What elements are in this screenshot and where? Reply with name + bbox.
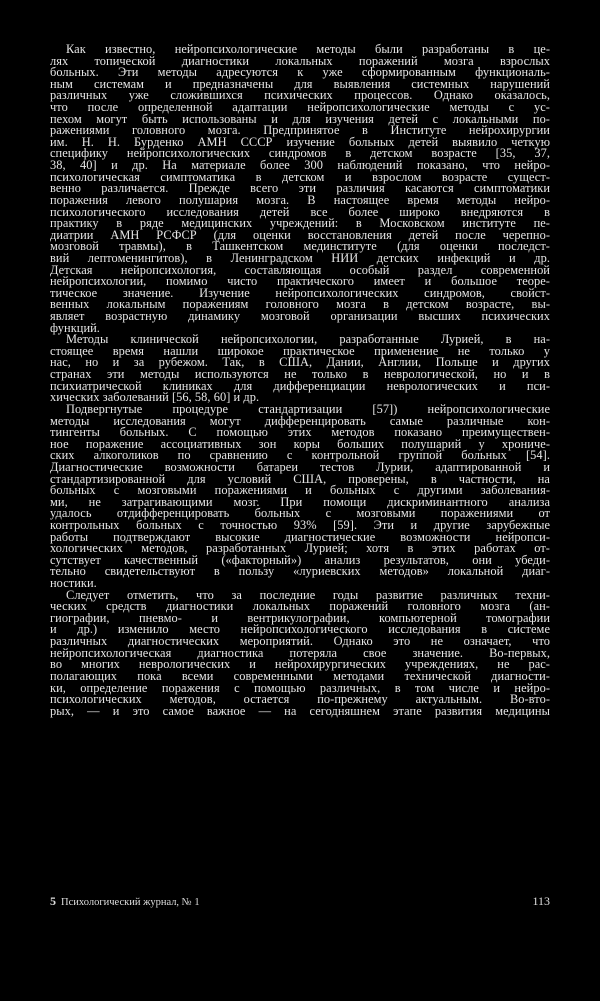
page-body xyxy=(50,44,550,717)
text-line: психологическая симптоматика в детском и взрослом возрасте сущест- xyxy=(50,169,550,184)
text-line: психологических методов, остается по-прежнему актуальным. Во-вто- xyxy=(50,692,550,707)
text-line: полагающих пока всеми современными методами технической диагности- xyxy=(50,668,550,683)
page-number: 113 xyxy=(532,893,550,908)
text-line: 38, 40] и др. На материале более 300 наблюдений показано, что нейро- xyxy=(50,158,550,173)
text-line: больных с мозговыми поражениями и больных с другими заболевания- xyxy=(50,483,550,498)
text-line: ских алкоголиков по сравнению с контрольной группой больных [54]. xyxy=(50,448,550,463)
text-line: Диагностические возможности батареи тестов Лурии, адаптированной и xyxy=(50,459,550,474)
text-line: тельно свидетельствуют в пользу «луриевских методов» локальной диаг- xyxy=(50,564,550,579)
footer-journal-info xyxy=(50,894,200,909)
text-line: что после определенной адаптации нейропсихологические методы с ус- xyxy=(50,100,550,115)
text-line: вий лептоменингитов), в Ленинградском НИИ детских инфекций и др. xyxy=(50,250,550,265)
text-line: ражениями головного мозга. Предпринятое в Институте нейрохирургии xyxy=(50,123,550,138)
text-line: нейропсихологии, помимо чисто практического имеет и большое теоре- xyxy=(50,274,550,289)
text-line: ческих средств диагностики локальных поражений головного мозга (ан- xyxy=(50,599,550,614)
text-line: функций. xyxy=(50,320,100,335)
text-line: ки, определение поражения с помощью различных, в том числе и нейро- xyxy=(50,680,550,695)
text-line: нас, но и за рубежом. Так, в США, Дании, Англии, Польше и других xyxy=(50,355,550,370)
text-line: психологического исследования детей все более широко внедряются в xyxy=(50,204,550,219)
text-line: ностики. xyxy=(50,576,97,591)
text-line: лях топической диагностики локальных поражений мозга взрослых xyxy=(50,53,550,68)
text-line: практику в ряде медицинских учреждений: в Московском институте пе- xyxy=(50,216,550,231)
text-line: тингенты больных. С помощью этих методов показано преимуществен- xyxy=(50,425,550,440)
text-line: венно различается. Прежде всего эти различия касаются симптоматики xyxy=(50,181,550,196)
paragraph-first-line: Методы клинической нейропсихологии, разработанные Лурией, в на- xyxy=(66,332,550,347)
text-line: удалось отдифференцировать больных с мозговыми поражениями от xyxy=(50,506,550,521)
text-line: сутствует качественный («факторный») анализ результатов, они убеди- xyxy=(50,552,550,567)
text-line: венных локальным поражениям головного мозга в детском возрасте, вы- xyxy=(50,297,550,312)
text-line: работы подтверждают высокие диагностические возможности нейропси- xyxy=(50,529,550,544)
text-line: хических заболеваний [56, 58, 60] и др. xyxy=(50,390,260,405)
text-line: психиатрической клиниках для дифференциации неврологических и пси- xyxy=(50,378,550,393)
text-line: ми, не затрагивающими мозг. При помощи дискриминантного анализа xyxy=(50,494,550,509)
paragraph-first-line: Подвергнутые процедуре стандартизации [57]) нейропсихологические xyxy=(66,401,550,416)
text-line: диатрии АМН РСФСР (для оценки восстановления детей после черепно- xyxy=(50,227,550,242)
text-line: методы исследования могут дифференцировать самые различные кон- xyxy=(50,413,550,428)
paragraph-first-line: Как известно, нейропсихологические методы были разработаны в це- xyxy=(66,42,550,56)
text-line: хологических методов, разработанных Лурией; хотя в этих работах от- xyxy=(50,541,550,556)
text-line: ное поражение ассоциативных зон коры больших полушарий у хрониче- xyxy=(50,436,550,451)
text-line: странах эти методы используются не только в неврологической, но и в xyxy=(50,367,550,382)
text-line: и др.) изменило место нейропсихологического исследования в системе xyxy=(50,622,550,637)
text-line: мозговой травмы), в Ташкентском мединституте (для оценки последст- xyxy=(50,239,550,254)
text-line: нейропсихологическая диагностика потеряла свое значение. Во-первых, xyxy=(50,645,550,660)
journal-title: Психологический журнал, № 1 xyxy=(61,896,200,908)
text-line: во многих неврологических и нейрохирургических учреждениях, не рас- xyxy=(50,657,550,672)
text-line: гиографии, пневмо- и вентрикулографии, компьютерной томографии xyxy=(50,610,550,625)
text-line: тическое значение. Изучение нейропсихологических синдромов, свойст- xyxy=(50,285,550,300)
text-line: больных. Эти методы адресуются к уже сформированным функциональ- xyxy=(50,65,550,80)
text-line: ным системам и предназначены для выявления системных нарушений xyxy=(50,76,550,91)
text-line: контрольных больных с точностью 93% [59]. Эти и другие зарубежные xyxy=(50,517,550,532)
printer-signature: 5 xyxy=(50,893,56,908)
text-line: рых, — и это самое важное — на сегодняшнем этапе развития медицины xyxy=(50,703,550,718)
text-line: стандартизированной для условий США, проверены, в частности, на xyxy=(50,471,550,486)
paragraph-first-line: Следует отметить, что за последние годы развитие различных техни- xyxy=(66,587,550,602)
text-line: им. Н. Н. Бурденко АМН СССР изучение больных детей выявило четкую xyxy=(50,134,550,149)
text-line: поражения левого полушария мозга. В настоящее время методы нейро- xyxy=(50,192,550,207)
text-line: различных уже сложившихся психических процессов. Однако оказалось, xyxy=(50,88,550,103)
text-line: пехом могут быть использованы и для изучения детей с локальными по- xyxy=(50,111,550,126)
text-line: специфику нейропсихологических синдромов в детском возрасте [35, 37, xyxy=(50,146,550,161)
text-line: Детская нейропсихология, составляющая особый раздел современной xyxy=(50,262,550,277)
page-footer xyxy=(50,894,550,908)
text-line: являет возрастную динамику мозговой организации высших психических xyxy=(50,309,550,324)
text-line: различных диагностических мероприятий. Однако это не означает, что xyxy=(50,634,550,649)
text-line: стоящее время нашли широкое практическое применение не только у xyxy=(50,343,550,358)
